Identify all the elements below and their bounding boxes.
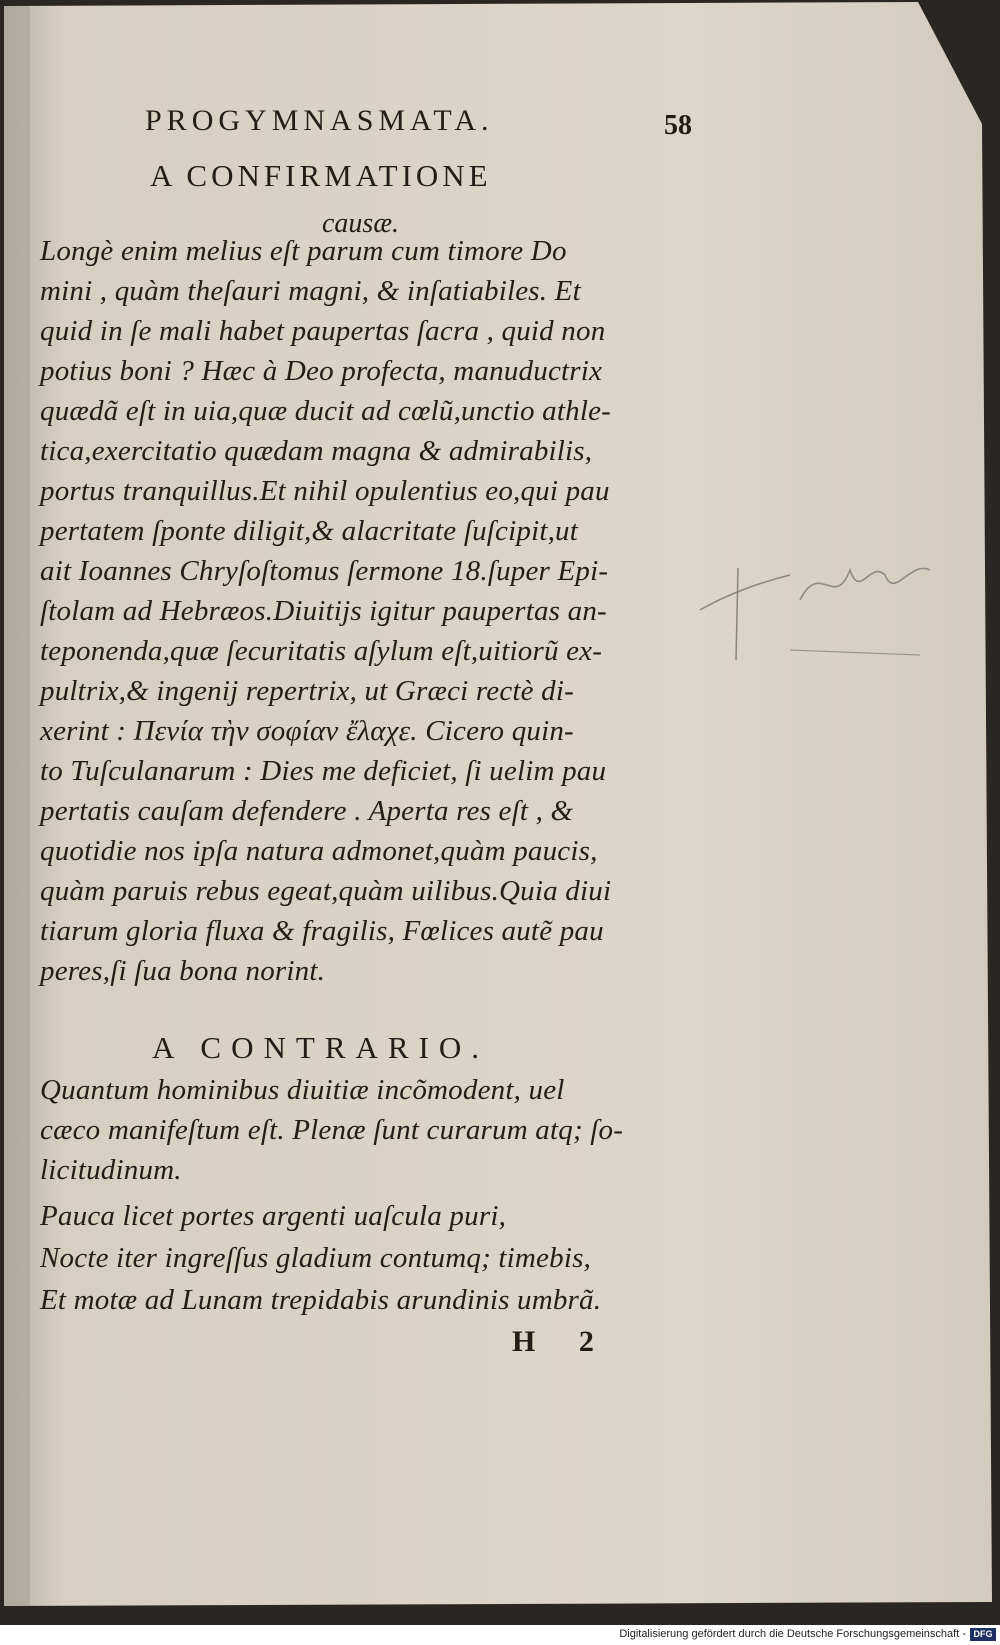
text-line: xerint : Πενία τὴν σοφίαν ἔλαχε. Cicero quin- — [40, 715, 574, 747]
section-heading-contrario: A CONTRARIO. — [152, 1030, 490, 1065]
text-line: teponenda,quæ ſecuritatis aſylum eſt,uitiorũ ex- — [40, 635, 603, 667]
text-line: cæco manifeſtum eſt. Plenæ ſunt curarum atq; ſo- — [40, 1114, 624, 1146]
verse-line: Pauca licet portes argenti uaſcula puri, — [40, 1200, 507, 1232]
dfg-logo-icon: DFG — [970, 1628, 996, 1641]
text-line: tiarum gloria fluxa & fragilis, Fœlices autẽ pau — [40, 915, 604, 947]
text-line: quotidie nos ipſa natura admonet,quàm paucis, — [40, 835, 598, 867]
verse-line: Nocte iter ingreſſus gladium contumq; timebis, — [40, 1242, 592, 1274]
text-line: ſtolam ad Hebræos.Diuitijs igitur paupertas an- — [40, 595, 607, 627]
page-number: 58 — [664, 110, 692, 141]
section-subheading-causae: causæ. — [322, 208, 399, 239]
text-line: pertatis cauſam defendere . Aperta res eſt , & — [40, 795, 574, 827]
section-heading-confirmation: A CONFIRMATIONE — [150, 158, 492, 193]
verse-line: Et motæ ad Lunam trepidabis arundinis umbrã. — [40, 1284, 602, 1316]
text-line: quàm paruis rebus egeat,quàm uilibus.Quia diui — [40, 875, 612, 907]
text-line: ait Ioannes Chryſoſtomus ſermone 18.ſuper Epi- — [40, 555, 609, 587]
text-line: licitudinum. — [40, 1154, 182, 1186]
text-line: peres,ſi ſua bona norint. — [40, 955, 326, 987]
text-line: Longè enim melius eſt parum cum timore Do — [40, 235, 567, 267]
text-line: portus tranquillus.Et nihil opulentius eo,qui pau — [40, 475, 610, 507]
signature-mark: H 2 — [512, 1325, 612, 1358]
text-line: Quantum hominibus diuitiæ incõmodent, uel — [40, 1074, 565, 1106]
text-line: mini , quàm theſauri magni, & inſatiabiles. Et — [40, 275, 581, 307]
text-line: potius boni ? Hæc à Deo profecta, manuductrix — [40, 355, 603, 387]
text-line: quædã eſt in uia,quæ ducit ad cœlũ,unctio athle- — [40, 395, 612, 427]
text-line: tica,exercitatio quædam magna & admirabilis, — [40, 435, 593, 467]
text-line: quid in ſe mali habet paupertas ſacra , quid non — [40, 315, 606, 347]
footer-credit: Digitalisierung gefördert durch die Deutsche Forschungsgemeinschaft - — [619, 1628, 966, 1640]
text-line: pertatem ſponte diligit,& alacritate ſuſcipit,ut — [40, 515, 578, 547]
text-line: pultrix,& ingenij repertrix, ut Græci rectè di- — [40, 675, 574, 707]
running-head: PROGYMNASMATA. — [145, 104, 494, 137]
digitization-footer — [0, 1625, 1000, 1645]
text-line: to Tuſculanarum : Dies me deficiet, ſi uelim pau — [40, 755, 607, 787]
